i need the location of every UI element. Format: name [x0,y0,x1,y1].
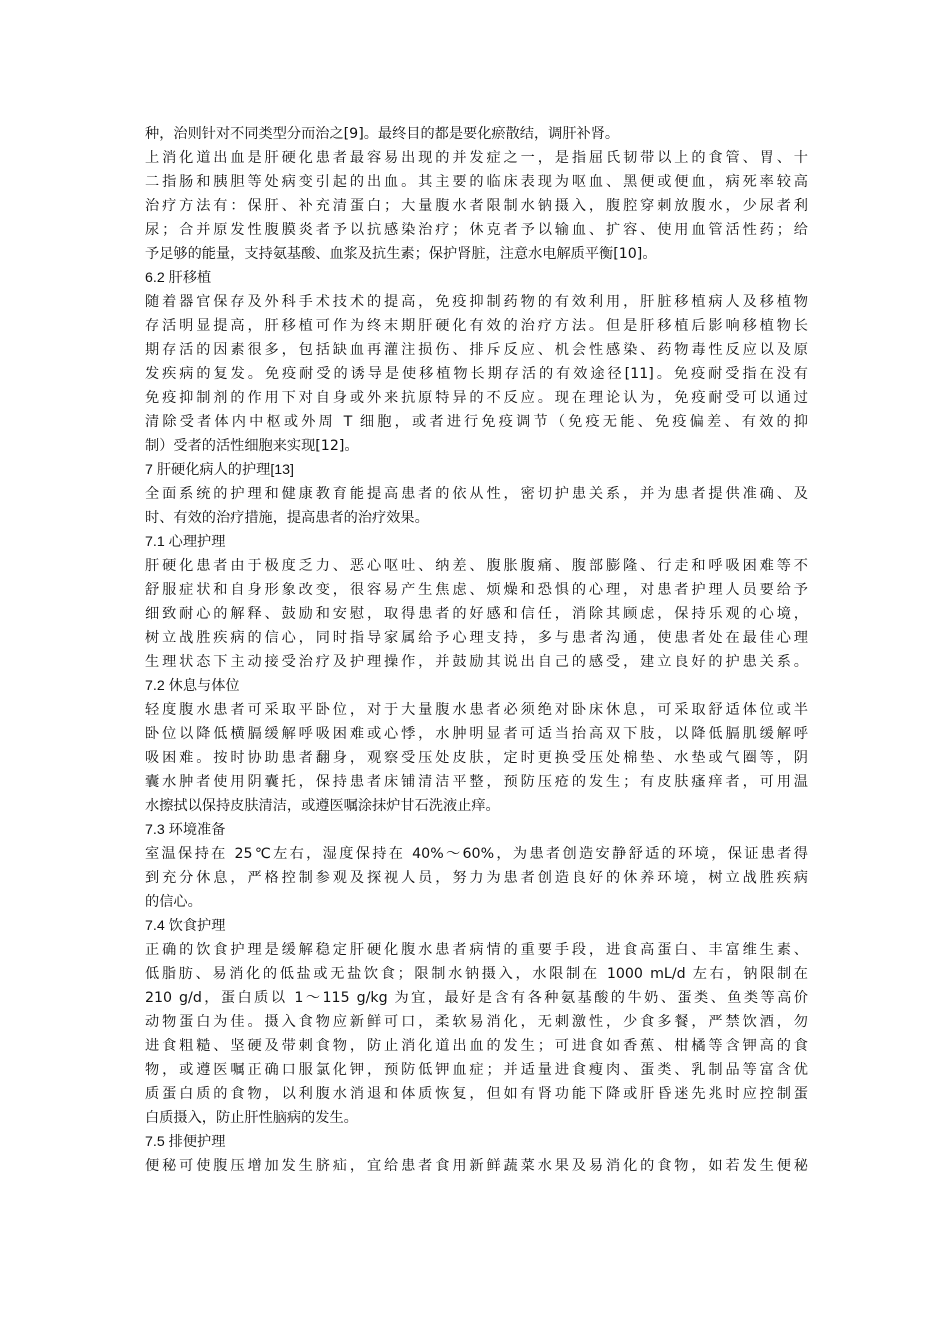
section-heading: 6.2 肝移植 [145,270,212,286]
text-line: 予足够的能量，支持氨基酸、血浆及抗生素；保护肾脏，注意水电解质平衡[10]。 [145,246,657,262]
section-heading: 7.5 排便护理 [145,1134,226,1150]
section-heading: 7.2 休息与体位 [145,678,240,694]
text-line: 室温保持在 25℃左右，湿度保持在 40%～60%，为患者创造安静舒适的环境，保证患者得 [145,846,808,862]
text-line: 210 g/d，蛋白质以 1～115 g/kg 为宜，最好是含有各种氨基酸的牛奶、蛋类、鱼类等高价 [145,990,808,1006]
text-line: 树立战胜疾病的信心，同时指导家属给予心理支持，多与患者沟通，使患者处在最佳心理 [145,630,808,646]
text-line: 尿；合并原发性腹膜炎者予以抗感染治疗；休克者予以输血、扩容、使用血管活性药；给 [145,222,808,238]
text-line: 的信心。 [145,894,202,910]
text-line: 低脂肪、易消化的低盐或无盐饮食；限制水钠摄入，水限制在 1000 mL/d 左右，钠限制在 [145,966,808,982]
text-line: 卧位以降低横膈缓解呼吸困难或心悸，水肿明显者可适当抬高双下肢，以降低膈肌缓解呼 [145,726,808,742]
text-line: 随着器官保存及外科手术技术的提高，免疫抑制药物的有效利用，肝脏移植病人及移植物 [145,294,808,310]
text-line: 轻度腹水患者可采取平卧位，对于大量腹水患者必须绝对卧床休息，可采取舒适体位或半 [145,702,808,718]
text-line: 发疾病的复发。免疫耐受的诱导是使移植物长期存活的有效途径[11]。免疫耐受指在没有 [145,366,808,382]
text-line: 质蛋白质的食物，以利腹水消退和体质恢复，但如有肾功能下降或肝昏迷先兆时应控制蛋 [145,1086,808,1102]
text-line: 免疫抑制剂的作用下对自身或外来抗原特异的不反应。现在理论认为，免疫耐受可以通过 [145,390,808,406]
text-line: 上消化道出血是肝硬化患者最容易出现的并发症之一，是指屈氏韧带以上的食管、胃、十 [145,150,808,166]
section-heading: 7.3 环境准备 [145,822,226,838]
text-line: 囊水肿者使用阴囊托，保持患者床铺清洁平整，预防压疮的发生；有皮肤瘙痒者，可用温 [145,774,808,790]
text-line: 存活明显提高，肝移植可作为终末期肝硬化有效的治疗方法。但是肝移植后影响移植物长 [145,318,808,334]
text-line: 种，治则针对不同类型分而治之[9]。最终目的都是要化瘀散结，调肝补肾。 [145,126,620,142]
text-line: 全面系统的护理和健康教育能提高患者的依从性，密切护患关系，并为患者提供准确、及 [145,486,808,502]
section-heading: 7.1 心理护理 [145,534,226,550]
text-line: 清除受者体内中枢或外周 T 细胞，或者进行免疫调节（免疫无能、免疫偏差、有效的抑 [145,414,808,430]
text-line: 物，或遵医嘱正确口服氯化钾，预防低钾血症；并适量进食瘦肉、蛋类、乳制品等富含优 [145,1062,808,1078]
text-line: 时、有效的治疗措施，提高患者的治疗效果。 [145,510,429,526]
text-line: 治疗方法有：保肝、补充清蛋白；大量腹水者限制水钠摄入，腹腔穿刺放腹水，少尿者利 [145,198,808,214]
text-line: 吸困难。按时协助患者翻身，观察受压处皮肤，定时更换受压处棉垫、水垫或气圈等，阴 [145,750,808,766]
text-line: 二指肠和胰胆等处病变引起的出血。其主要的临床表现为呕血、黑便或便血，病死率较高 [145,174,808,190]
text-line: 到充分休息，严格控制参观及探视人员，努力为患者创造良好的休养环境，树立战胜疾病 [145,870,808,886]
text-line: 生理状态下主动接受治疗及护理操作，并鼓励其说出自己的感受，建立良好的护患关系。 [145,654,808,670]
text-line: 白质摄入，防止肝性脑病的发生。 [145,1110,358,1126]
text-line: 细致耐心的解释、鼓励和安慰，取得患者的好感和信任，消除其顾虑，保持乐观的心境， [145,606,808,622]
text-line: 进食粗糙、坚硬及带刺食物，防止消化道出血的发生；可进食如香蕉、柑橘等含钾高的食 [145,1038,808,1054]
text-line: 肝硬化患者由于极度乏力、恶心呕吐、纳差、腹胀腹痛、腹部膨隆、行走和呼吸困难等不 [145,558,808,574]
text-line: 动物蛋白为佳。摄入食物应新鲜可口，柔软易消化，无刺激性，少食多餐，严禁饮酒，勿 [145,1014,808,1030]
text-line: 舒服症状和自身形象改变，很容易产生焦虑、烦燥和恐惧的心理，对患者护理人员要给予 [145,582,808,598]
text-line: 期存活的因素很多，包括缺血再灌注损伤、排斥反应、机会性感染、药物毒性反应以及原 [145,342,808,358]
text-line: 水擦拭以保持皮肤清洁，或遵医嘱涂抹炉甘石洗液止痒。 [145,798,500,814]
text-line: 制）受者的活性细胞来实现[12]。 [145,438,359,454]
text-line: 正确的饮食护理是缓解稳定肝硬化腹水患者病情的重要手段，进食高蛋白、丰富维生素、 [145,942,808,958]
text-line: 便秘可使腹压增加发生脐疝，宜给患者食用新鲜蔬菜水果及易消化的食物，如若发生便秘 [145,1158,808,1174]
section-heading: 7.4 饮食护理 [145,918,226,934]
section-heading: 7 肝硬化病人的护理[13] [145,462,294,478]
